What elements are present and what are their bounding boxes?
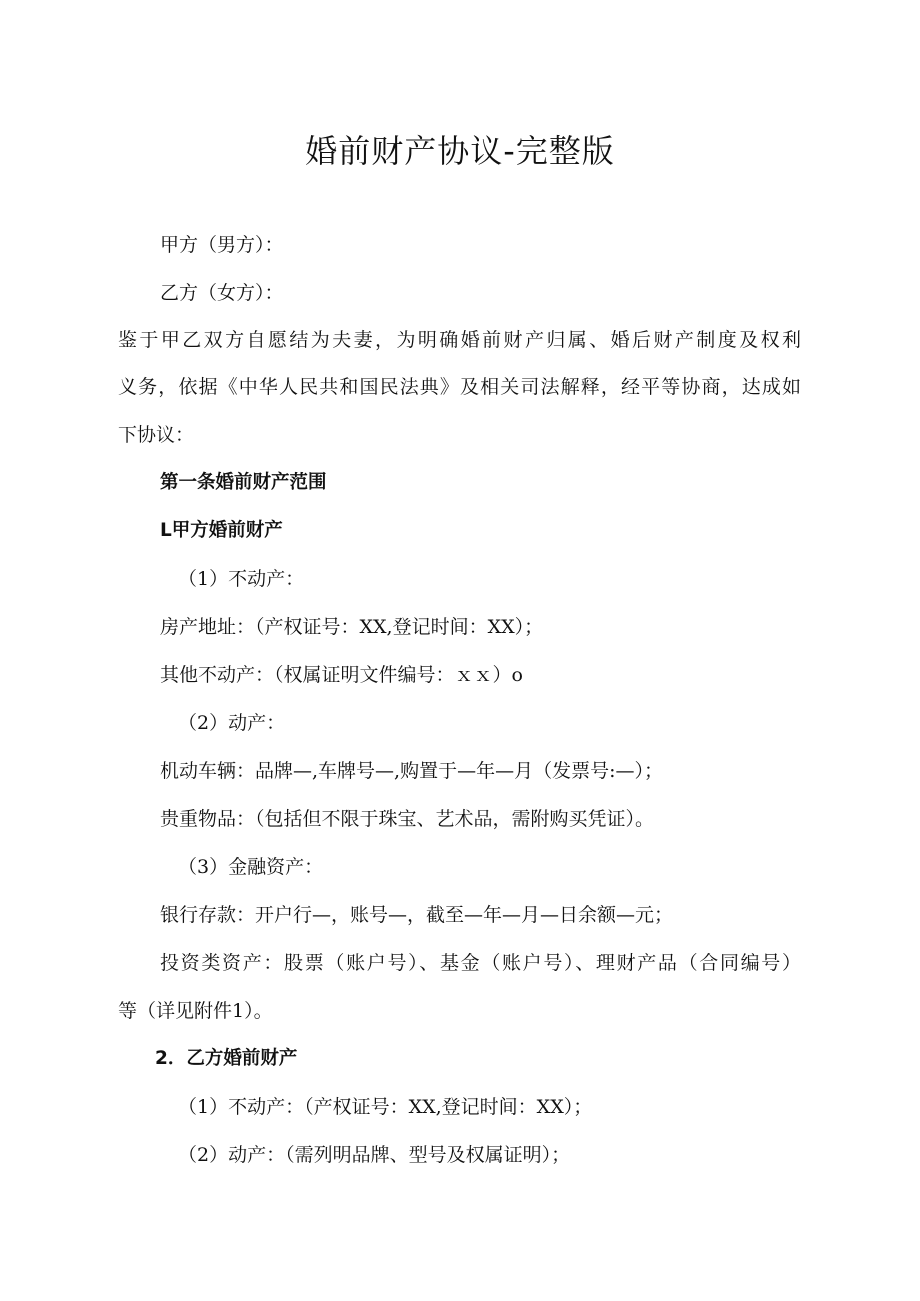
real-estate-label: （1）不动产： (178, 568, 305, 590)
section-b-movable: （2）动产：（需列明品牌、型号及权属证明）； (178, 1144, 571, 1166)
preamble-line-3: 下协议： (118, 424, 195, 446)
other-real-estate-entry: 其他不动产：（权属证明文件编号：ｘｘ）o (160, 664, 523, 686)
vehicle-entry: 机动车辆：品牌—,车牌号—,购置于—年—月（发票号:—）； (160, 760, 663, 782)
section-b-real-estate: （1）不动产：（产权证号：XX,登记时间：XX）； (178, 1096, 593, 1118)
party-b-label: 乙方（女方）： (160, 282, 284, 304)
house-entry: 房产地址：（产权证号：XX,登记时间：XX）； (160, 616, 544, 638)
party-a-label: 甲方（男方）： (160, 234, 284, 256)
investment-line-2: 等（详见附件1）。 (118, 1000, 273, 1022)
bank-entry: 银行存款：开户行—，账号—，截至—年—月—日余额—元； (160, 904, 674, 926)
financial-label: （3）金融资产： (178, 856, 324, 878)
valuables-entry: 贵重物品：（包括但不限于珠宝、艺术品，需附购买凭证）。 (160, 808, 655, 830)
preamble-line-2: 义务，依据《中华人民共和国民法典》及相关司法解释，经平等协商，达成如 (118, 376, 801, 398)
section-b-heading: 2．乙方婚前财产 (155, 1048, 298, 1069)
article-1-heading: 第一条婚前财产范围 (160, 472, 327, 493)
movable-label: （2）动产： (178, 712, 286, 734)
document-title: 婚前财产协议-完整版 (305, 132, 615, 170)
section-a-heading: L甲方婚前财产 (160, 520, 283, 541)
preamble-line-1: 鉴于甲乙双方自愿结为夫妻，为明确婚前财产归属、婚后财产制度及权利 (118, 329, 801, 351)
investment-line-1: 投资类资产：股票（账户号）、基金（账户号）、理财产品（合同编号） (160, 952, 801, 974)
